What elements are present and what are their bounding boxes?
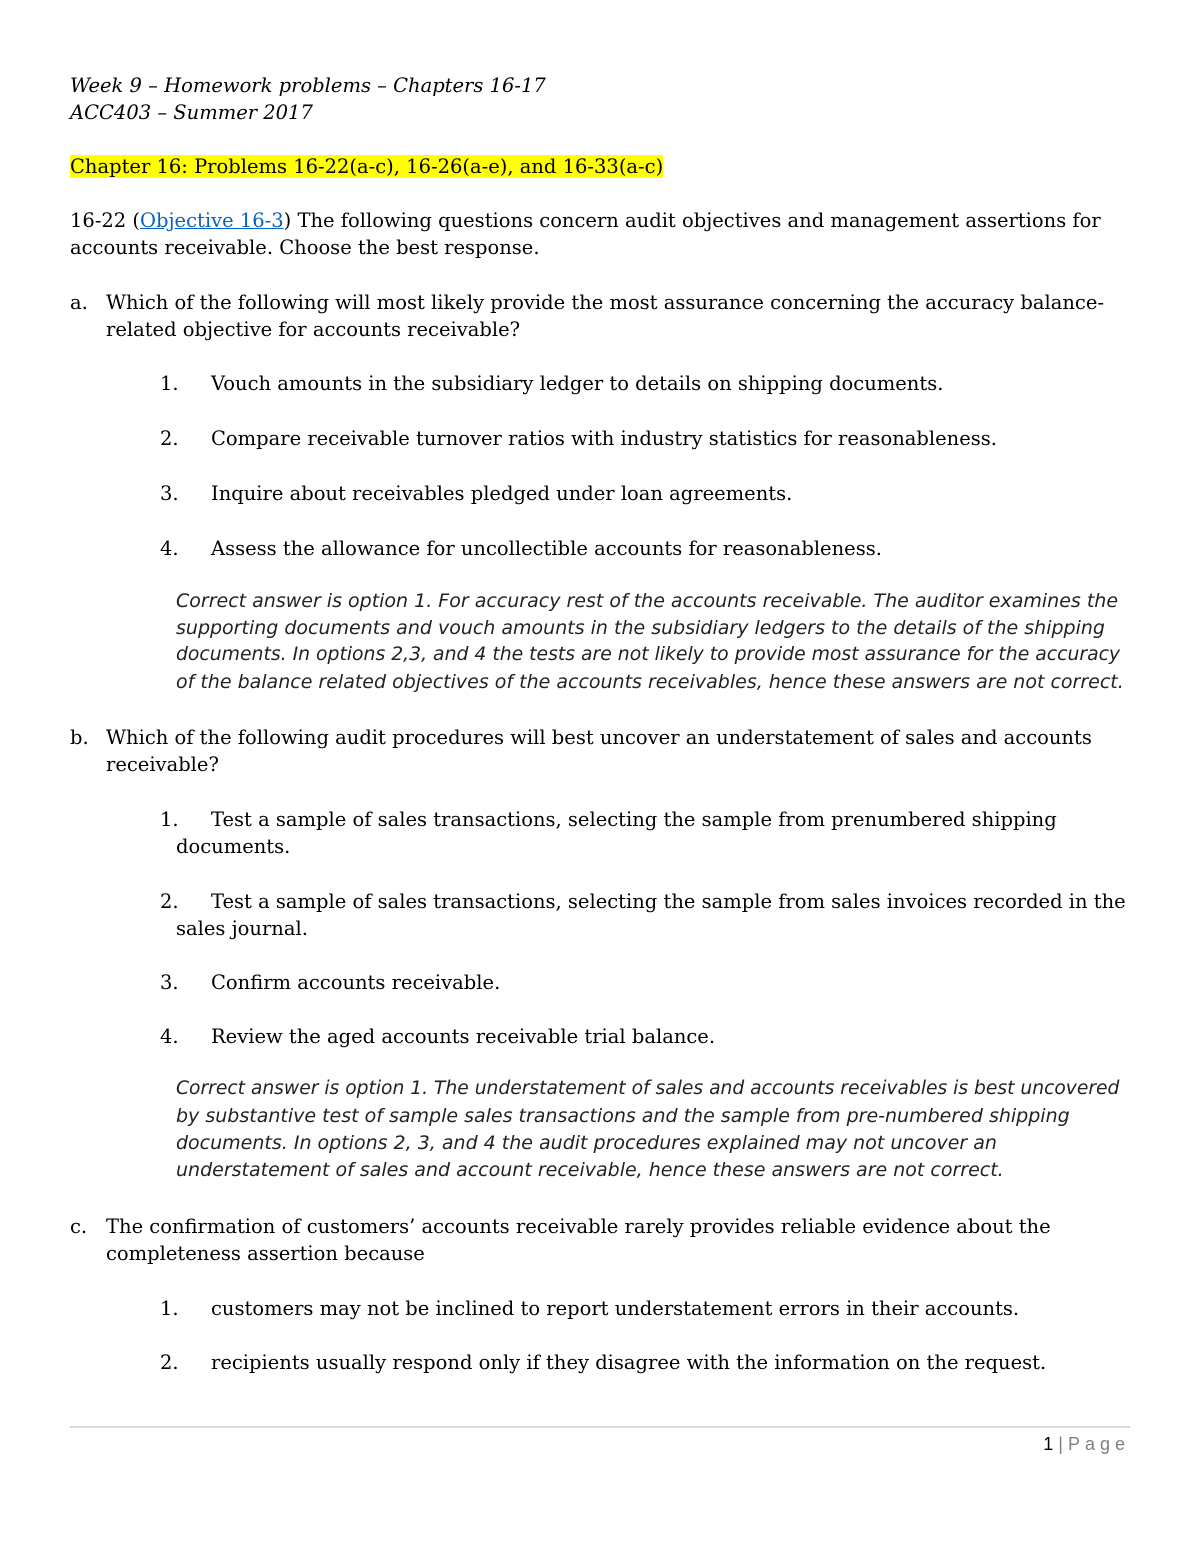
- chapter-heading-text: Chapter 16: Problems 16-22(a-c), 16-26(a-e), and 16-33(a-c): [70, 155, 664, 178]
- qa-answer-line-4: of the balance related objectives of the accounts receivables, hence these answers are not correct.: [176, 671, 1124, 693]
- question-c-letter: c.: [70, 1215, 88, 1238]
- qa-answer-line-2: supporting documents and vouch amounts in the subsidiary ledgers to the details of the shipping: [176, 617, 1105, 639]
- doc-header-course: ACC403 – Summer 2017: [70, 101, 313, 124]
- qb-option-1-cont: documents.: [176, 835, 291, 858]
- intro-suffix: ) The following questions concern audit objectives and management assertions for: [283, 209, 1101, 232]
- question-b-letter: b.: [70, 726, 89, 749]
- qa-option-1-text: Vouch amounts in the subsidiary ledger to details on shipping documents.: [211, 372, 944, 395]
- intro-prefix: 16-22 (: [70, 209, 141, 232]
- footer-separator: |: [1058, 1434, 1063, 1454]
- qb-option-1-text: Test a sample of sales transactions, selecting the sample from prenumbered shipping: [211, 808, 1057, 831]
- page-label: Page: [1067, 1434, 1130, 1454]
- question-c-line-2: completeness assertion because: [106, 1242, 425, 1265]
- qb-option-1-num: 1.: [160, 808, 179, 831]
- qa-option-3-text: Inquire about receivables pledged under loan agreements.: [211, 482, 793, 505]
- qa-option-4-num: 4.: [160, 537, 179, 560]
- objective-link[interactable]: Objective 16-3: [140, 209, 284, 232]
- chapter-heading: [70, 153, 663, 180]
- qb-answer-line-2: by substantive test of sample sales transactions and the sample from pre-numbered shipping: [176, 1105, 1070, 1127]
- qb-answer-line-3: documents. In options 2, 3, and 4 the audit procedures explained may not uncover an: [176, 1132, 997, 1154]
- page-footer: [1043, 1434, 1130, 1455]
- question-b-line-1: Which of the following audit procedures will best uncover an understatement of sales and accounts: [106, 726, 1092, 749]
- qb-option-4-num: 4.: [160, 1025, 179, 1048]
- intro-line-1: [70, 207, 1101, 234]
- qb-option-3-num: 3.: [160, 971, 179, 994]
- qb-option-3-text: Confirm accounts receivable.: [211, 971, 501, 994]
- qa-answer-line-3: documents. In options 2,3, and 4 the tests are not likely to provide most assurance for the accuracy: [176, 644, 1121, 665]
- page-number: 1: [1043, 1434, 1054, 1454]
- qc-option-2-num: 2.: [160, 1351, 179, 1374]
- qc-option-1-num: 1.: [160, 1297, 179, 1320]
- qb-option-2-num: 2.: [160, 890, 179, 913]
- question-a-line-2: related objective for accounts receivable?: [106, 318, 521, 341]
- intro-line-2: accounts receivable. Choose the best response.: [70, 236, 540, 259]
- qb-option-4-text: Review the aged accounts receivable trial balance.: [211, 1025, 716, 1048]
- qa-option-1-num: 1.: [160, 372, 179, 395]
- question-b-line-2: receivable?: [106, 753, 219, 776]
- qb-option-2-cont: sales journal.: [176, 917, 308, 940]
- question-c-line-1: The confirmation of customers’ accounts receivable rarely provides reliable evidence about the: [106, 1215, 1051, 1238]
- qc-option-1-text: customers may not be inclined to report understatement errors in their accounts.: [211, 1297, 1020, 1320]
- footer-divider: [70, 1426, 1130, 1428]
- qc-option-2-text: recipients usually respond only if they disagree with the information on the request.: [211, 1351, 1047, 1374]
- qa-option-2-text: Compare receivable turnover ratios with industry statistics for reasonableness.: [211, 427, 997, 450]
- qb-answer-line-1: Correct answer is option 1. The understatement of sales and accounts receivables is best uncovered: [176, 1078, 1120, 1099]
- qa-option-4-text: Assess the allowance for uncollectible accounts for reasonableness.: [211, 537, 882, 560]
- qa-option-3-num: 3.: [160, 482, 179, 505]
- qa-answer-line-1: Correct answer is option 1. For accuracy rest of the accounts receivable. The auditor examines the: [176, 590, 1119, 612]
- doc-header-title: Week 9 – Homework problems – Chapters 16-17: [70, 74, 546, 97]
- qa-option-2-num: 2.: [160, 427, 179, 450]
- qb-option-2-text: Test a sample of sales transactions, selecting the sample from sales invoices recorded in the: [211, 890, 1126, 913]
- question-a-letter: a.: [70, 291, 88, 314]
- question-a-line-1: Which of the following will most likely provide the most assurance concerning the accuracy balance-: [106, 291, 1104, 314]
- qb-answer-line-4: understatement of sales and account receivable, hence these answers are not correct.: [176, 1159, 1004, 1181]
